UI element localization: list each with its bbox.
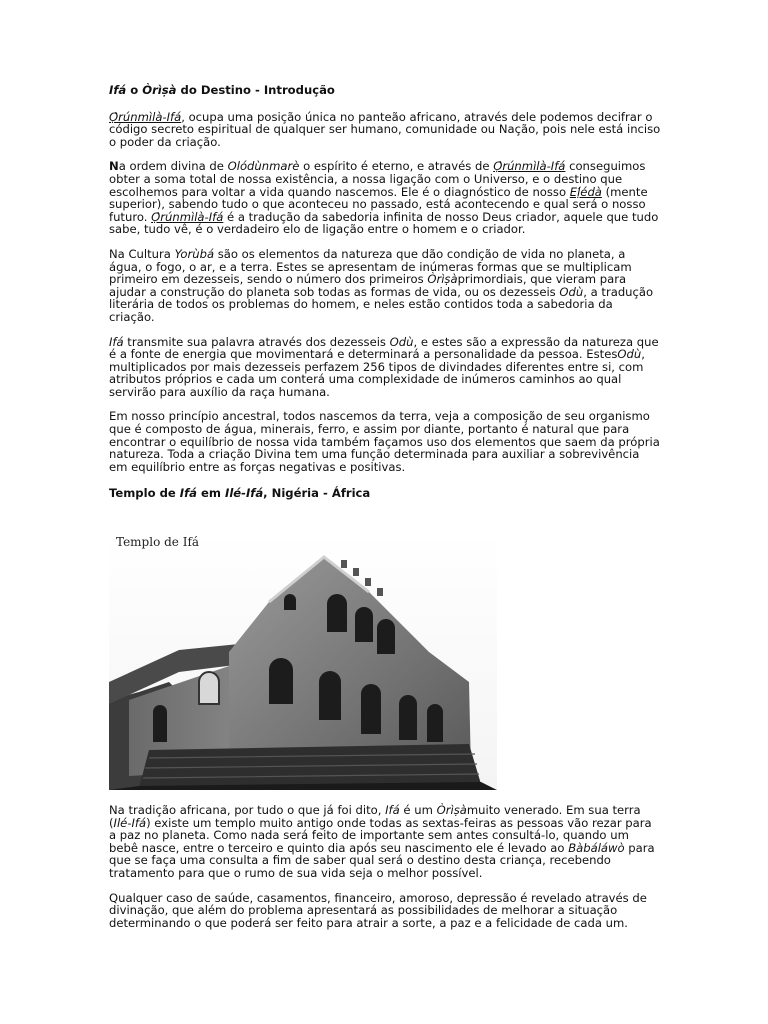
document-body xyxy=(109,84,661,500)
term-odu: Odù xyxy=(559,284,584,299)
text: a ordem divina de xyxy=(118,159,228,174)
text: é um xyxy=(399,803,437,817)
term-odu: Odù xyxy=(389,334,414,349)
term-orisa: Òrìṣà xyxy=(436,803,467,817)
text: para que se faça uma consulta a fim de saber qual será o destino desta criança, recebendo tratamento para que o rumo de sua vida seja o melhor possível. xyxy=(109,840,655,880)
text: muito venerado. Em sua terra ( xyxy=(109,803,641,830)
title-ifa: Ifá xyxy=(109,83,127,97)
paragraph-2 xyxy=(109,160,661,236)
document-body-lower xyxy=(109,804,661,929)
text: (mente superior), sabendo tudo o que aconteceu no passado, está acontecendo e qual será o nosso futuro. xyxy=(109,184,648,224)
paragraph-1 xyxy=(109,111,661,149)
text: , Nigéria - África xyxy=(263,486,371,501)
title-text-end: do Destino - Introdução xyxy=(176,83,335,97)
text: em xyxy=(196,486,226,501)
text: , multiplicados por mais dezesseis perfazem 256 tipos de divindades diferentes entre si, com atributos próprios e cada um conterá uma complexidade de inúmeros caminhos ao qual servirão para auxílio da raça humana. xyxy=(109,347,645,399)
term-olodunmare: Olódùnmarè xyxy=(227,159,300,174)
term-babalawo: Bàbáláwò xyxy=(568,840,625,855)
text: Na Cultura xyxy=(109,246,175,261)
text: , e estes são a expressão da natureza que é a fonte de energia que movimentará e determinará a personalidade da pessoa. Estes xyxy=(109,334,659,362)
term-odu: Odù xyxy=(617,347,642,362)
term-orunmila: Ọ̀rúnmìlà-Ifá xyxy=(109,109,182,124)
title-orisa: Òrìṣà xyxy=(142,83,177,97)
term-ifa: Ifá xyxy=(385,803,400,817)
text: , ocupa uma posição única no panteão africano, através dele podemos decifrar o código secreto espiritual de qualquer ser humano, comunidade ou Nação, pois nele está inciso o poder da criação. xyxy=(109,109,661,149)
text: ) existe um templo muito antigo onde todas as sextas-feiras as pessoas vão rezar para a paz no planeta. Como nada será feito de importante sem antes consultá-lo, quando um bebê nasce, entre o terceiro e quinto dia após seu nascimento ele é levado ao xyxy=(109,815,652,855)
term-orisa: Òrìṣà xyxy=(427,272,458,287)
text: , a tradução literária de todos os problemas do homem, e neles estão contidos toda a sabedoria da criação. xyxy=(109,284,654,324)
text: Templo de xyxy=(109,486,180,501)
paragraph-6 xyxy=(109,804,661,880)
paragraph-3 xyxy=(109,248,661,324)
text: é a tradução da sabedoria infinita de nosso Deus criador, aquele que tudo sabe, tudo vê, é o verdadeiro elo de ligação entre o homem e o criador. xyxy=(109,209,659,237)
paragraph-5: Em nosso princípio ancestral, todos nascemos da terra, veja a composição de seu organismo que é composto de água, minerais, ferro, e assim por diante, portanto é natural que para encontrar o equilíbrio de nossa vida também façamos uso dos elementos que saem da própria natureza. Toda a criação Divina tem uma função determinada para auxiliar a sobrevivência em equilíbrio entre as forças negativas e positivas. xyxy=(109,409,660,474)
term-ifa: Ifá xyxy=(109,334,124,349)
text: primordiais, que vieram para ajudar a construção do planeta sob todas as formas de vida, ou os dezesseis xyxy=(109,272,627,299)
paragraph-4 xyxy=(109,336,661,399)
term-ile-ife: Ilé-Ifá xyxy=(225,486,264,501)
term-orunmila: Ọ̀rúnmìlà-Ifá xyxy=(493,159,566,174)
text: o espírito é eterno, e através de xyxy=(299,159,494,174)
term-ile-ife: Ilé-Ifá xyxy=(113,815,147,830)
text: são os elementos da natureza que dão condição de vida no planeta, a água, o fogo, o ar, e a terra. Estes se apresentam de inúmeras formas que se multiplicam primeiro em dezesseis, sendo o número dos primeiros xyxy=(109,246,632,287)
text: transmite sua palavra através dos dezesseis xyxy=(123,334,390,349)
term-ifa: Ifá xyxy=(179,486,197,501)
document-title xyxy=(109,84,661,97)
text: Na tradição africana, por tudo o que já foi dito, xyxy=(109,803,386,817)
temple-photo xyxy=(109,532,497,790)
dropcap: N xyxy=(109,159,119,174)
photo-caption: Templo de Ifá xyxy=(116,535,200,549)
temple-illustration xyxy=(109,532,497,790)
text: conseguimos obter a soma total de nossa existência, a nossa ligação com o Universo, e o destino que escolhemos para voltar a vida quando nascemos. Ele é o diagnóstico de nosso xyxy=(109,159,646,199)
term-orunmila: Ọ̀rúnmìlà-Ifá xyxy=(151,209,224,224)
section-heading-templo xyxy=(109,487,661,500)
title-text: o xyxy=(126,83,143,97)
term-yoruba: Yorùbá xyxy=(174,246,215,261)
term-eleda: Eḷ́édà xyxy=(569,184,602,199)
paragraph-7: Qualquer caso de saúde, casamentos, financeiro, amoroso, depressão é revelado através de divinação, que além do problema apresentará as possibilidades de melhorar a situação determinando o que poderá ser feito para atrair a sorte, a paz e a felicidade de cada um. xyxy=(109,890,647,930)
